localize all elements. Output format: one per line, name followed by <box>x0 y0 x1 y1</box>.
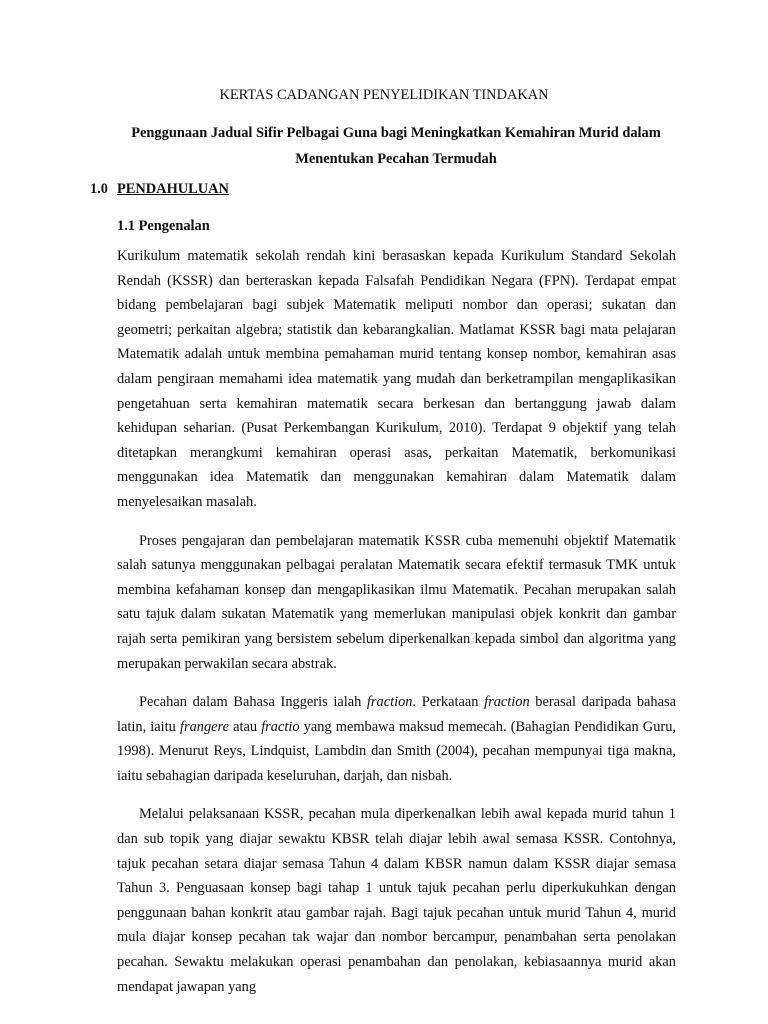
section-title: PENDAHULUAN <box>117 181 229 197</box>
term-frangere: frangere <box>179 718 229 735</box>
paragraph-3-text: . Perkataan <box>412 694 485 711</box>
term-fractio: fractio <box>261 718 300 735</box>
paragraph-4: Melalui pelaksanaan KSSR, pecahan mula diperkenalkan lebih awal kepada murid tahun 1 dan sub topik yang diajar sewaktu KBSR telah diajar lebih awal semasa KSSR. Contohnya, tajuk pecahan setara diajar semasa Tahun 4 dalam KBSR namun dalam KSSR diajar semasa Tahun 3. Penguasaan konsep bagi tahap 1 untuk tajuk pecahan perlu diperkukuhkan dengan penggunaan bahan konkrit atau gambar rajah. Bagi tajuk pecahan untuk murid Tahun 4, murid mula diajar konsep pecahan tak wajar dan nombor bercampur, penambahan serta penolakan pecahan. Sewaktu melakukan operasi penambahan dan penolakan, kebiasaannya murid akan mendapat jawapan yang <box>117 806 676 995</box>
document-subtitle: Penggunaan Jadual Sifir Pelbagai Guna bagi Meningkatkan Kemahiran Murid dalam Menentukan Pecahan Termudah <box>131 125 661 167</box>
term-fraction: fraction <box>366 694 413 711</box>
paragraph-2: Proses pengajaran dan pembelajaran matematik KSSR cuba memenuhi objektif Matematik salah satunya menggunakan pelbagai peralatan Matematik secara efektif termasuk TMK untuk membina kefahaman konsep dan mengaplikasikan ilmu Matematik. Pecahan merupakan salah satu tajuk dalam sukatan Matematik yang memerlukan manipulasi objek konkrit dan gambar rajah serta pemikiran yang bersistem sebelum diperkenalkan kepada simbol dan algoritma yang merupakan perwakilan secara abstrak. <box>117 532 676 672</box>
section-number: 1.0 <box>90 181 108 197</box>
paragraph-1: Kurikulum matematik sekolah rendah kini berasaskan kepada Kurikulum Standard Sekolah Rendah (KSSR) dan berteraskan kepada Falsafah Pendidikan Negara (FPN). Terdapat empat bidang pembelajaran bagi subjek Matematik meliputi nombor dan operasi; sukatan dan geometri; perkaitan algebra; statistik dan kebarangkalian. Matlamat KSSR bagi mata pelajaran Matematik adalah untuk membina pemahaman murid tentang konsep nombor, kemahiran asas dalam pengiraan memahami idea matematik yang mudah dan berketrampilan mengaplikasikan pengetahuan serta kemahiran matematik secara berkesan dan bertanggung jawab dalam kehidupan seharian. (Pusat Perkembangan Kurikulum, 2010). Terdapat 9 objektif yang telah ditetapkan merangkumi kemahiran operasi asas, perkaitan Matematik, berkomunikasi menggunakan idea Matematik dan menggunakan kemahiran dalam Matematik dalam menyelesaikan masalah. <box>117 248 676 510</box>
body-text <box>117 244 676 1013</box>
document-heading: KERTAS CADANGAN PENYELIDIKAN TINDAKAN <box>219 87 549 103</box>
term-fraction: fraction <box>484 694 530 711</box>
paragraph-3-text: Pecahan dalam Bahasa Inggeris ialah <box>139 694 367 711</box>
paragraph-3-text: berasal daripada bahasa latin, iaitu <box>117 694 676 735</box>
paragraph-3-text: atau <box>229 718 262 735</box>
paragraph-3-text: yang membawa maksud memecah. (Bahagian Pendidikan Guru, 1998). Menurut Reys, Lindquist, Lambdin dan Smith (2004), pecahan mempunyai tiga makna, iaitu sebahagian daripada keseluruhan, darjah, dan nisbah. <box>117 718 676 784</box>
subsection-title: 1.1 Pengenalan <box>117 218 210 234</box>
paragraph-3 <box>117 690 676 788</box>
